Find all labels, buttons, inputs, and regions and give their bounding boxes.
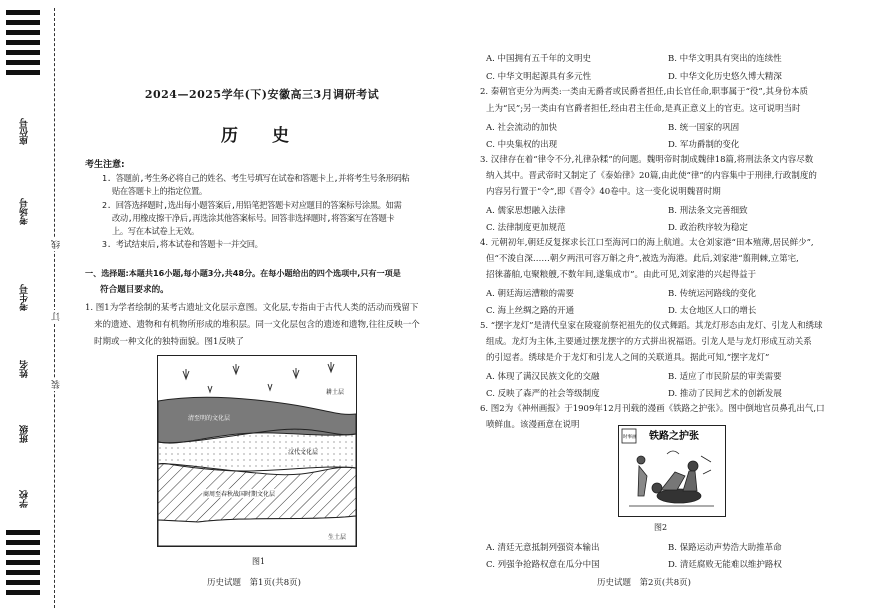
binding-stripe xyxy=(6,560,40,565)
fig1-label-ming-qing: 清至明的文化层 xyxy=(188,415,231,422)
label-school: 学校 xyxy=(20,490,30,508)
q1-option-b: B. 中华文明具有突出的连续性 xyxy=(668,54,782,64)
q2-option-c: C. 中央集权的出现 xyxy=(486,140,558,150)
q6-option-c: C. 列强争抢路权意在瓜分中国 xyxy=(486,560,600,570)
question-4-line: 招徕蕃舶,屯聚粮艘,不数年间,遂集成市”。由此可见,刘家港的兴起得益于 xyxy=(486,270,757,280)
cartoon-illustration xyxy=(619,426,725,516)
notice-line: 1. 答题前,考生务必将自己的姓名、考生号填写在试卷和答题卡上,并将考生号条形码粘 xyxy=(102,173,410,183)
q5-option-c: C. 反映了森严的社会等级制度 xyxy=(486,389,600,399)
q6-option-b: B. 保路运动声势浩大助推革命 xyxy=(668,543,782,553)
question-2-line: 2. 秦朝官吏分为两类:一类由无爵者或民爵者担任,由长官任命,职事属于“役”,其身份本质 xyxy=(480,87,808,97)
q4-option-a: A. 朝廷海运漕粮的需要 xyxy=(486,289,575,299)
notice-line: 2. 回答选择题时,选出每小题答案后,用铅笔把答题卡对应题目的答案标号涂黑。如需 xyxy=(102,200,402,210)
binding-stripe xyxy=(6,580,40,585)
q3-option-b: B. 刑法条文完善细致 xyxy=(668,206,748,216)
label-room-no: 考场号 xyxy=(20,198,30,225)
stratigraphy-diagram xyxy=(158,356,356,546)
binding-stripe xyxy=(6,30,40,35)
binding-stripe xyxy=(6,40,40,45)
q5-option-b: B. 适应了市民阶层的审美需要 xyxy=(668,372,782,382)
q6-option-a: A. 清廷无意抵制列强资本输出 xyxy=(486,543,600,553)
notice-line: 贴在答题卡上的指定位置。 xyxy=(112,186,207,196)
label-seat-no: 座位号 xyxy=(20,118,30,145)
question-1-line: 1. 图1为学者绘制的某考古遗址文化层示意图。文化层,专指由于古代人类的活动而残留下 xyxy=(85,303,419,313)
fig1-label-topsoil: 耕土层 xyxy=(326,389,345,396)
notice-line: 上。写在本试卷上无效。 xyxy=(112,226,199,236)
mark-line: 线 xyxy=(52,240,62,249)
fig1-label-shang-zhou: 商周至春秋战国时期文化层 xyxy=(203,491,276,498)
q5-option-a: A. 体现了满汉民族文化的交融 xyxy=(486,372,600,382)
figure-1-caption: 图1 xyxy=(252,557,266,566)
label-class: 班级 xyxy=(20,425,30,443)
binding-stripe xyxy=(6,530,40,535)
question-6-line: 喷鲜血。该漫画意在说明 xyxy=(486,420,580,430)
label-name: 姓名 xyxy=(20,360,30,378)
question-4-line: 4. 元朝初年,朝廷反复探求长江口至海河口的海上航道。太仓刘家港“田本殖薄,居民鲜少”, xyxy=(480,238,814,248)
q2-option-a: A. 社会流动的加快 xyxy=(486,123,558,133)
binding-stripe xyxy=(6,50,40,55)
q4-option-c: C. 海上丝绸之路的开通 xyxy=(486,306,575,316)
q4-option-b: B. 传统运河路线的变化 xyxy=(668,289,757,299)
figure-2-cartoon xyxy=(618,425,726,517)
question-4-line: 但“不浚自深……朝夕两汛可容万斛之舟”,被选为海港。此后,刘家港“翦荆棘,立第宅, xyxy=(486,254,799,264)
question-1-line: 来的遗迹、遗物和有机物所形成的堆积层。同一文化层包含的遗迹和遗物,往往反映一个 xyxy=(94,320,420,330)
question-3-line: 纳入其中。晋武帝时又制定了《泰始律》20篇,由此使“律”的内容集中于刑律,行政制度的 xyxy=(486,171,817,181)
page-2 xyxy=(472,0,862,615)
binding-stripe xyxy=(6,590,40,595)
notice-line: 3. 考试结束后,将本试卷和答题卡一并交回。 xyxy=(102,239,263,249)
q2-option-b: B. 统一国家的巩固 xyxy=(668,123,740,133)
page-1 xyxy=(72,0,452,615)
q1-option-d: D. 中华文化历史悠久博大精深 xyxy=(668,72,782,82)
notice-line: 改动,用橡皮擦干净后,再选涂其他答案标号。回答非选择题时,将答案写在答题卡 xyxy=(112,213,395,223)
subject-title: 历 史 xyxy=(221,126,303,146)
figure-1-stratigraphy xyxy=(157,355,357,547)
question-5-line: 的引逗者。绣球是介于龙灯和引龙人之间的关联道具。据此可知,“摆字龙灯” xyxy=(486,353,770,363)
question-2-line: 上为“民”;另一类由有官爵者担任,经由君主任命,是真正意义上的官吏。这可说明当时 xyxy=(486,104,801,114)
label-candidate-no: 考生号 xyxy=(20,284,30,311)
fig1-label-raw-soil: 生土层 xyxy=(328,534,347,541)
binding-dashed-line xyxy=(54,8,55,608)
binding-stripe xyxy=(6,20,40,25)
binding-stripe xyxy=(6,540,40,545)
q1-option-c: C. 中华文明起源具有多元性 xyxy=(486,72,592,82)
binding-margin xyxy=(0,0,62,615)
question-6-line: 6. 图2为《神州画报》于1909年12月刊载的漫画《铁路之护张》。图中倒地官员鼻孔出气,口 xyxy=(480,404,825,414)
q3-option-a: A. 儒家思想融入法律 xyxy=(486,206,566,216)
notice-heading: 考生注意: xyxy=(85,160,125,170)
binding-stripe xyxy=(6,10,40,15)
mark-bind: 订 xyxy=(52,312,62,321)
page-2-footer: 历史试题 第2页(共8页) xyxy=(597,578,691,588)
exam-title: 2024—2025学年(下)安徽高三3月调研考试 xyxy=(144,88,380,101)
question-1-line: 时期或一种文化的独特面貌。图1反映了 xyxy=(94,337,244,347)
fig1-label-han: 汉代文化层 xyxy=(288,449,319,456)
binding-stripe xyxy=(6,570,40,575)
q1-option-a: A. 中国拥有五千年的文明史 xyxy=(486,54,592,64)
q6-option-d: D. 清廷腐败无能难以维护路权 xyxy=(668,560,782,570)
mark-staple: 装 xyxy=(52,380,62,389)
q4-option-d: D. 太仓地区人口的增长 xyxy=(668,306,757,316)
page-1-footer: 历史试题 第1页(共8页) xyxy=(207,578,301,588)
fig2-title: 铁路之护张 xyxy=(649,431,699,442)
binding-stripe xyxy=(6,550,40,555)
binding-stripe xyxy=(6,60,40,65)
question-5-line: 组成。龙灯为主体,主要通过摆龙摆字的方式拼出祝福语。引龙人是与龙灯形成互动关系 xyxy=(486,337,812,347)
q5-option-d: D. 推动了民间艺术的创新发展 xyxy=(668,389,782,399)
question-5-line: 5. “摆字龙灯”是清代皇家在陵寝前祭祀祖先的仪式舞蹈。其龙灯形态由龙灯、引龙人和绣球 xyxy=(480,321,823,331)
section-instruction-cont: 符合题目要求的。 xyxy=(100,285,169,295)
binding-stripe xyxy=(6,70,40,75)
question-3-line: 内容另行置于“令”,即《晋令》40卷中。这一变化说明魏晋时期 xyxy=(486,187,721,197)
q3-option-d: D. 政治秩序较为稳定 xyxy=(668,223,748,233)
q2-option-d: D. 军功爵制的变化 xyxy=(668,140,740,150)
figure-2-caption: 图2 xyxy=(654,523,668,532)
q3-option-c: C. 法律制度更加规范 xyxy=(486,223,566,233)
question-3-line: 3. 汉律存在着“律令不分,礼律杂糅”的问题。魏明帝时制成魏律18篇,将刑法条文内容尽数 xyxy=(480,155,814,165)
fig2-side-label: 时事画 xyxy=(623,435,637,440)
section-instruction: 一、选择题:本题共16小题,每小题3分,共48分。在每小题给出的四个选项中,只有一项是 xyxy=(85,268,401,278)
